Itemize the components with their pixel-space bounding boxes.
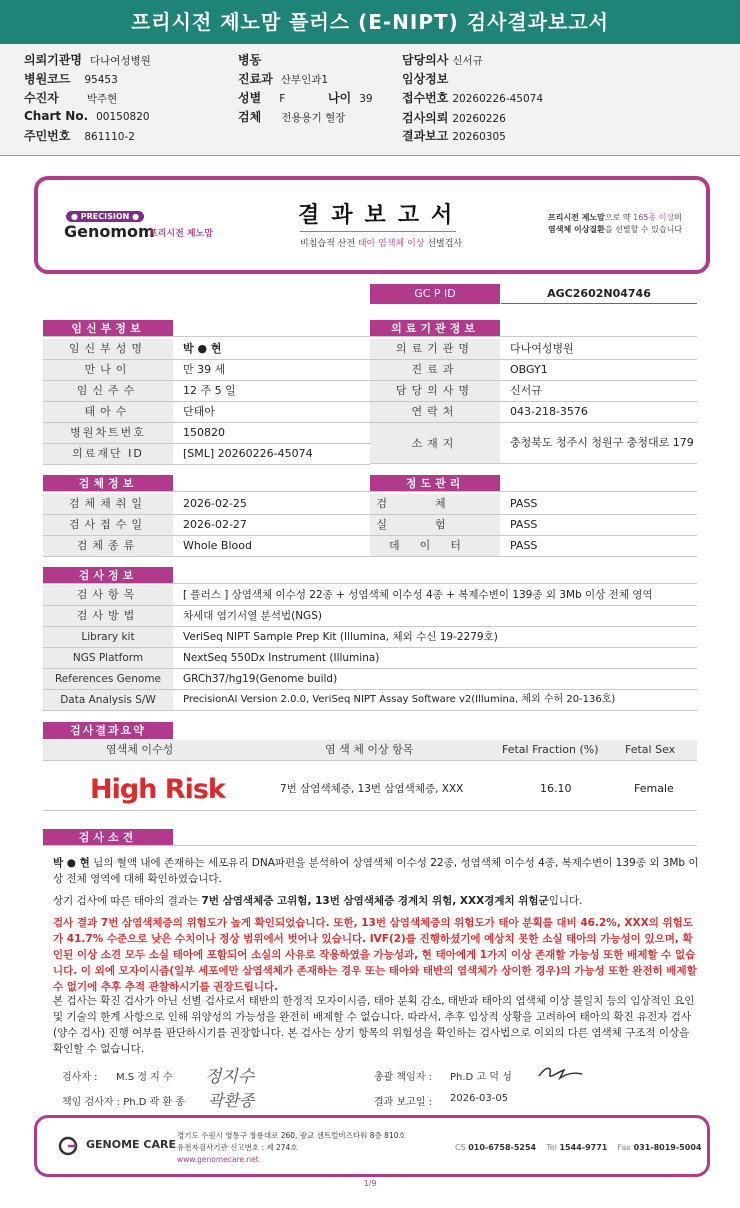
precision-badge: ● PRECISION ● [66,211,144,222]
hospital-name-field: 의뢰기관명 다나여성병원 [24,53,151,67]
row-divider [43,669,697,690]
report-main-title: 프리시전 제노맘 플러스 (E-NIPT) 검사결과보고서 [0,0,740,44]
qc-row-label: 검체 [370,494,500,514]
test-row-label: Library kit [43,627,173,647]
hospital-row-value: 043-218-3576 [510,405,588,418]
genome-care-logo: GENOME CARE [86,1138,176,1151]
specimen-row-label: 검사접수일 [43,515,173,535]
summary-col-sex: Fetal Sex [625,743,676,756]
gcpid-value: AGC2602N04746 [501,284,697,304]
section-underline [43,829,697,846]
patient-row-value: 12 주 5 일 [183,384,236,397]
specimen-row-value: 2026-02-25 [183,497,247,510]
patient-row-label: 병원차트번호 [43,423,173,443]
qc-row-value: PASS [510,539,538,552]
test-row-value: VeriSeq NIPT Sample Prep Kit (Illumina, 체외 수신 19-2279호) [183,631,498,643]
patient-row-label: 태아수 [43,402,173,422]
report-subtitle: 비침습적 산전 태아 염색체 이상 선별검사 [300,239,463,249]
clinical-info-field: 임상정보 [402,72,449,86]
row-divider [43,402,370,423]
row-divider [370,381,697,402]
tester-signature: 정지수 [205,1067,255,1087]
hospital-row-value: 신서규 [510,384,542,397]
row-divider [370,536,697,557]
row-divider [43,381,370,402]
test-row-label: References Genome [43,669,173,689]
report-tagline: 프리시전 제노맘으로 약 165종 이상의 염색체 이상질환을 선별할 수 있습니다 [548,213,683,234]
findings-paragraph-1: 박 ● 현 님의 혈액 내에 존재하는 세포유리 DNA파편을 분석하여 상염색체 이수성 22종, 성염색체 이수성 4종, 복제수변이 139종 외 3Mb 이상 전체 영역에 대해 확인하였습니다. [53,857,699,885]
chart-no-field: Chart No. 00150820 [24,109,150,123]
findings-paragraph-3: 검사 결과 7번 삼염색체증의 위험도가 높게 확인되었습니다. 또한, 13번 삼염색체증의 위험도가 태아 분획를 대비 46.2%, XXX의 위험도가 41.7% 수준으로 낮은 수치이나 정상 범위에서 벗어나 있습니다. IVF(2)를 진행하셨기에 예상치 못한 소실 태아의 가능성이 있으며, 확인된 이상 소견 모두 소실 태아에 포함되어 소실의 사유로 작용하였을 가능성과, 현 태아에게 1가지 이상 존재할 가능성 또한 배제할 수 없습니다. 이 외에 모자이시즘(일부 세포에만 삼염색체가 존재하는 경우 또는 태아와 태반의 염색체가 상이한 경우)의 가능성 또한 완전히 배제할 수 없기에 추후 추적 관찰하시기를 권장드립니다. [53,917,697,993]
row-divider [43,444,370,465]
summary-col-aneuploidy: 염색체 이수성 [106,743,174,756]
patient-row-value: 만 39 세 [183,363,226,376]
chief-signature-icon [536,1062,586,1082]
patient-row-label: 만나이 [43,360,173,380]
row-divider [43,515,370,536]
patient-row-label: 임신주수 [43,381,173,401]
specimen-field: 검체 전용용기 혈장 [238,110,346,124]
summary-fetal-sex: Female [634,782,674,795]
genome-care-logo-icon [58,1136,84,1156]
section-test: 검사정보 [43,567,173,584]
row-divider [370,423,697,464]
ward-field: 병동 [238,53,262,67]
hospital-row-label: 연락처 [370,402,500,422]
responsible-signature: 곽환종 [208,1091,255,1110]
patient-row-label: 임신부성명 [43,339,173,359]
order-header [0,44,740,156]
specimen-row-value: Whole Blood [183,539,252,552]
row-divider [43,423,370,444]
row-divider [43,690,697,711]
report-date-value: 2026-03-05 [450,1093,509,1104]
genomom-logo: Genomom [64,222,155,241]
row-divider [43,585,697,606]
age-field: 나이 39 [328,91,373,105]
specimen-row-value: 2026-02-27 [183,518,247,531]
section-qc: 정도관리 [370,475,500,492]
section-underline [43,567,697,584]
hospital-row-label: 진료과 [370,360,500,380]
test-row-value: [ 플러스 ] 상염색체 이수성 22종 + 성염색체 이수성 4종 + 복제수변이 139종 외 3Mb 이상 전체 영역 [183,589,653,601]
hospital-row-label: 소재지 [370,423,500,464]
high-risk-result: High Risk [90,774,225,805]
row-divider [43,648,697,669]
specimen-row-label: 검체채취일 [43,494,173,514]
row-divider [43,606,697,627]
row-divider [43,360,370,381]
row-divider [43,339,370,360]
title-divider [300,231,456,232]
footer-license: 유전자검사기관 신고번호 : 제 274호 [177,1143,298,1152]
summary-col-ff: Fetal Fraction (%) [502,743,599,756]
summary-bottom-line [43,810,697,811]
chief-label: 총괄 책임자 : [374,1072,433,1083]
gcpid-label: GC P ID [370,284,500,304]
genomom-logo-sub: 프리시전 제노맘 [149,229,213,239]
row-divider [43,536,370,557]
findings-paragraph-2: 상기 검사에 따른 태아의 결과는 7번 삼염색체증 고위험, 13번 삼염색체증 경계치 위험, XXX경계치 위험군입니다. [53,895,583,907]
request-date-field: 검사의뢰 20260226 [402,111,506,125]
responsible-tester: 책임 검사자 : Ph.D 곽 환 종 [62,1097,185,1108]
chief-name: Ph.D 고 덕 성 [450,1072,512,1083]
hospital-row-label: 의료기관명 [370,339,500,359]
test-row-label: 검사항목 [43,585,173,605]
patient-row-value: 단태아 [183,405,215,418]
row-divider [43,494,370,515]
report-date-field: 결과보고 20260305 [402,129,506,143]
summary-items: 7번 삼염색체증, 13번 삼염색체증, XXX [280,783,464,795]
hospital-row-value: 충청북도 청주시 청원구 충청대로 179 [510,436,694,449]
section-underline [43,475,697,492]
hospital-row-value: 다나여성병원 [510,342,574,355]
qc-row-label: 실험 [370,515,500,535]
receipt-no-field: 접수번호 20260226-45074 [402,91,544,105]
report-title: 결과보고서 [298,203,465,228]
patient-row-value: 150820 [183,426,225,439]
row-divider [370,360,697,381]
patient-name-field: 수진자 박주현 [24,91,118,105]
qc-row-value: PASS [510,518,538,531]
summary-col-items: 염 색 체 이상 항목 [325,743,414,756]
doctor-field: 담당의사 신서규 [402,53,483,67]
footer-website[interactable]: www.genomecare.net [177,1155,259,1164]
report-date-label: 결과 보고일 : [374,1097,433,1108]
test-row-value: PrecisionAI Version 2.0.0, VeriSeq NIPT Assay Software v2(Illumina, 체외 수허 20-136호) [183,694,616,705]
test-row-label: Data Analysis S/W [43,690,173,710]
test-row-value: 차세대 염기서열 분석법(NGS) [183,610,322,622]
section-findings: 검사소견 [43,829,173,846]
test-row-value: NextSeq 550Dx Instrument (Illumina) [183,652,380,664]
row-divider [370,494,697,515]
footer-address: 경기도 수원시 영통구 창룡대로 260, 광교 센트럴비즈타워 8층 810호 [177,1131,406,1140]
summary-fetal-fraction: 16.10 [540,782,572,795]
test-row-value: GRCh37/hg19(Genome build) [183,673,338,685]
tester-label: 검사자 : [62,1072,98,1083]
test-row-label: 검사방법 [43,606,173,626]
section-hospital: 의료기관정보 [370,320,500,337]
section-summary: 검사결과요약 [43,722,173,739]
hospital-code-field: 병원코드 95453 [24,72,118,86]
row-divider [370,402,697,423]
page-number: 1/9 [363,1179,377,1188]
hospital-row-label: 담당의사명 [370,381,500,401]
sex-field: 성별 F [238,91,286,105]
row-divider [370,339,697,360]
hospital-row-value: OBGY1 [510,363,548,376]
patient-row-value: [SML] 20260226-45074 [183,447,313,460]
qc-row-label: 데이터 [370,536,500,556]
resident-no-field: 주민번호 861110-2 [24,129,135,143]
test-row-label: NGS Platform [43,648,173,668]
qc-row-value: PASS [510,497,538,510]
tester-name: M.S 정 지 수 [116,1072,173,1083]
section-underline [43,320,697,337]
section-specimen: 검체정보 [43,475,173,492]
findings-paragraph-4: 본 검사는 확진 검사가 아닌 선별 검사로서 태반의 한정적 모자이시즘, 태아 분획 감소, 태반과 태아의 염색체 이상 불일치 등의 임상적인 요인 및 기술의 한계 사항으로 인해 위양성의 가능성을 완전히 배제할 수 없습니다. 따라서, 추후 임상적 상황을 고려하여 태아의 확진 유전자 검사(양수 검사) 진행 여부를 판단하시기를 권장합니다. 본 검사는 상기 항목의 위험성을 확인하는 검사법으로 이외의 다른 염색체 구조적 이상을 확인할 수 없습니다. [53,995,695,1055]
footer-contacts: CS 010-6758-5254 Tel 1544-9771 Fax 031-8019-5004 [455,1143,702,1152]
patient-row-label: 의료재단 ID [43,444,173,464]
specimen-row-label: 검체종류 [43,536,173,556]
section-patient: 임신부정보 [43,320,173,337]
department-field: 진료과 산부인과1 [238,72,329,86]
patient-row-value: 박 ● 현 [183,342,222,355]
row-divider [370,515,697,536]
row-divider [43,627,697,648]
